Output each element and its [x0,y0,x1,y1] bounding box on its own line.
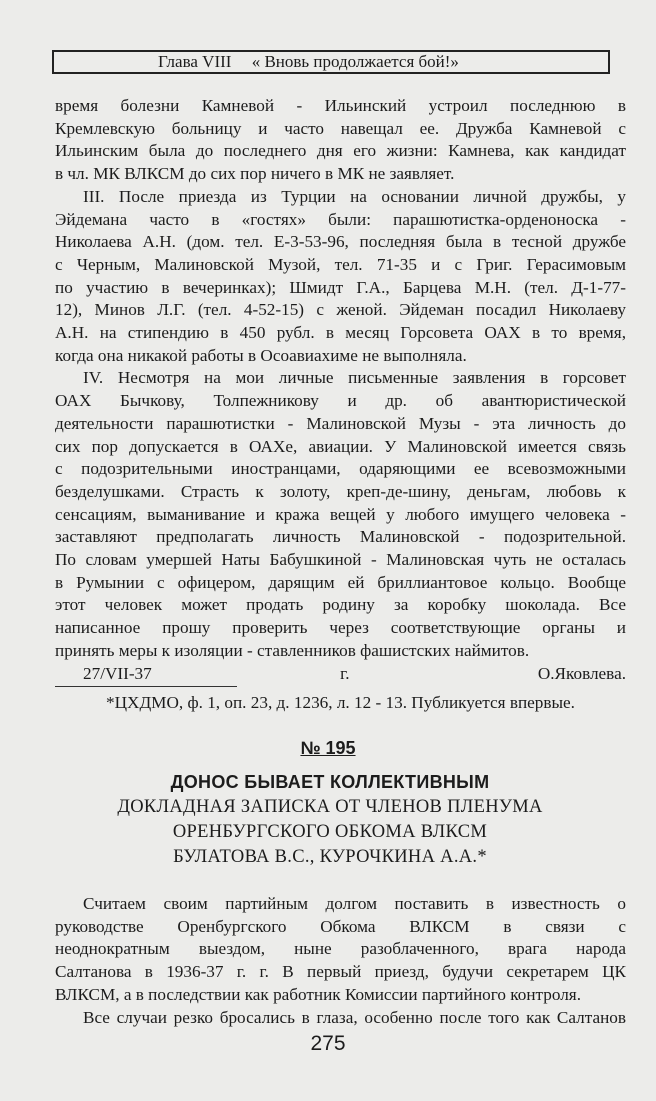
text-line: заставляют предполагать личность Малиновской - подозрительной. [55,527,626,547]
report-paragraph-2 [55,1007,626,1030]
report-body [55,893,626,1029]
paragraph-2 [55,186,626,368]
text-line: принять меры к изоляции - ставленников фашистских наймитов. [55,640,530,660]
text-line: Все случаи резко бросались в глаза, особенно после того как Салтанов [83,1007,626,1027]
text-line: безделушками. Страсть к золоту, креп-де-шину, деньгам, любовь к [55,481,626,501]
document-number-label: № 195 [300,738,356,758]
text-line: руководстве Оренбургского Обкома ВЛКСМ в связи с [55,916,626,936]
text-line: с подозрительными иностранцами, одаряющими ее всевозможными [55,459,626,479]
text-line: Николаева А.Н. (дом. тел. Е-3-53-96, последняя была в тесной дружбе [55,232,626,252]
text-line: неоднократным выездом, ныне разоблаченного, врага народа [55,939,626,959]
text-line: с Черным, Малиновской Музой, тел. 71-35 и с Григ. Герасимовым [55,254,626,274]
text-line: По словам умершей Наты Бабушкиной - Малиновская чуть не осталась [55,550,626,570]
letter-body [55,95,626,685]
text-line: А.Н. на стипендию в 450 рубл. в месяц Горсовета ОАХ в то время, [55,323,626,343]
text-line: Ильинским была до последнего дня его жизни: Камнева, как кандидат [55,141,626,161]
document-subtitle-line-3: БУЛАТОВА В.С., КУРОЧКИНА А.А.* [173,847,487,867]
text-line: сих пор допускается в ОАХе, авиации. У Малиновской имеется связь [55,436,626,456]
text-line: деятельности парашютистки - Малиновской Музы - эта личность до [55,413,626,433]
document-number [0,738,656,759]
footnote-rule [55,686,237,687]
document-title: ДОНОС БЫВАЕТ КОЛЛЕКТИВНЫМ [170,772,490,792]
signature-line: 27/VII-37 г. О.Яковлева. [83,663,626,683]
text-line: Эйдемана часто в «гостях» были: парашютистка-орденоноска - [55,209,626,229]
text-line: Кремлевскую больницу и часто навещал ее. Дружба Камневой с [55,118,626,138]
text-line: написанное прошу проверить через соответствующие органы и [55,618,626,638]
text-line: этот человек может продать родину за коробку шоколада. Все [55,595,626,615]
text-line: ВЛКСМ, а в последствии как работник Комиссии партийного контроля. [55,984,581,1004]
text-line: сенсациям, выманивание и кража вещей у любого имущего человека - [55,504,626,524]
text-line: Считаем своим партийным долгом поставить в известность о [83,894,626,913]
text-line: в чл. МК ВЛКСМ до сих пор ничего в МК не заявляет. [55,164,455,184]
text-line: 12), Минов Л.Г. (тел. 4-52-15) с женой. Эйдеман посадил Николаеву [55,300,626,320]
text-line: ОАХ Бычкову, Толпежникову и др. об авантюристической [55,391,626,411]
paragraph-1 [55,95,626,186]
paragraph-3 [55,367,626,662]
text-line: IV. Несмотря на мои личные письменные заявления в горсовет [83,368,626,388]
text-line: Салтанова в 1936-37 г. г. В первый приезд, будучи секретарем ЦК [55,962,626,982]
page-number: 275 [310,1032,346,1055]
text-line: время болезни Камневой - Ильинский устроил последнюю в [55,96,626,115]
chapter-label: Глава VIII [158,52,232,71]
text-line: когда она никакой работы в Осоавиахиме не выполняла. [55,345,467,365]
chapter-title: « Вновь продолжается бой!» [251,52,459,71]
document-subtitle-line-2: ОРЕНБУРГСКОГО ОБКОМА ВЛКСМ [172,822,488,842]
source-note: *ЦХДМО, ф. 1, оп. 23, д. 1236, л. 12 - 13. Публикуется впервые. [106,693,575,712]
report-paragraph-1 [55,893,626,1007]
document-subtitle-line-1: ДОКЛАДНАЯ ЗАПИСКА ОТ ЧЛЕНОВ ПЛЕНУМА [117,797,543,817]
text-line: по участию в вечеринках); Шмидт Г.А., Барцева М.Н. (тел. Д-1-77- [55,277,626,297]
running-header [52,50,610,74]
text-line: III. После приезда из Турции на основании личной дружбы, у [83,186,626,206]
text-line: в Румынии с офицером, дарящим ей бриллиантовое кольцо. Вообще [55,572,626,592]
